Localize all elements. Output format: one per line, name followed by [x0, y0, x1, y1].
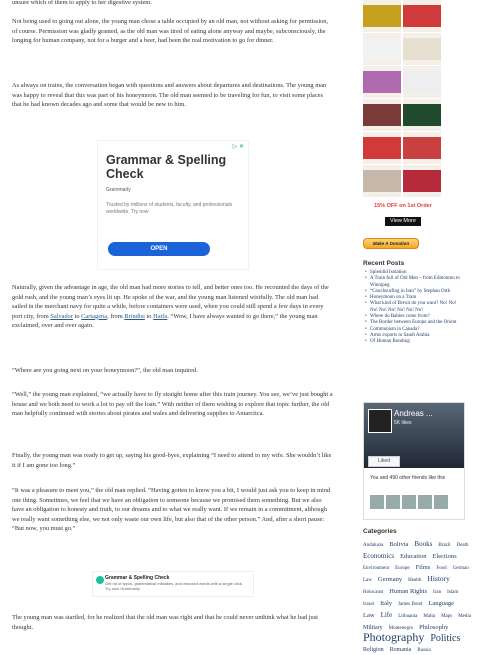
paragraph: Finally, the young man was ready to get up, saying his good-byes, explaining “I need to attend to my wife. She wouldn’t like it if I am gone too long.”: [12, 452, 332, 469]
category-link[interactable]: Bolivia: [389, 541, 409, 548]
product-image[interactable]: [363, 132, 401, 164]
category-link[interactable]: Iran: [433, 590, 442, 595]
category-link[interactable]: Human Rights: [389, 588, 428, 595]
category-link[interactable]: Death: [456, 543, 469, 548]
category-link[interactable]: Holocaust: [363, 590, 384, 595]
category-link[interactable]: Malta: [423, 614, 436, 619]
category-link[interactable]: Films: [415, 564, 431, 571]
facebook-friends-text: You and 490 other friends like this: [370, 475, 446, 481]
recent-posts-heading: Recent Posts: [363, 260, 405, 267]
recent-posts-list: [363, 270, 463, 346]
product-image[interactable]: [363, 33, 401, 65]
category-link[interactable]: History: [427, 574, 450, 583]
paragraph: Not being used to going out alone, the young man chose a table occupied by an old man, not without asking for permission, of course. Permission was gladly granted, as the old man was tired of eating alone anyway and maybe, subconsciously, the longing for human company, not for a burger and a beer, had been the real motivation to go for dinner.: [12, 18, 329, 45]
category-link[interactable]: Andalusia: [363, 543, 384, 548]
product-image[interactable]: [363, 99, 401, 131]
grammarly-logo-icon: [96, 576, 104, 584]
paragraph: The young man was startled, for he realized that the old man was right and that he could never unthink what he had just thought.: [12, 614, 318, 631]
ad-body: Trusted by millions of students, faculty, and professionals worldwide. Try now: [106, 201, 233, 215]
paragraph: “It was a pleasure to meet you,” the old man replied. “Having gotten to know you a bit, I would just ask you to keep in mind one thing. Sometimes, we feel that we have an obligation to someone because we promised them something. But we also have an obligation to honesty and truth, to our dreams and to what we really want. If we remain in a commitment, although we really want something else, we not only waste our own life, but also that of the other person.” And, after a short pause: “But now, you must go.”: [12, 487, 331, 533]
category-link[interactable]: Environment: [363, 566, 390, 571]
paragraph: Naturally, given the advantage in age, the old man had more stories to tell, and better ones too. He recounted the days of the gold rush, and the young man’s eyes lit up. He spoke of the war, and the young man listened wistfully. The old man had sailed in the merchant navy for quite a while, before containers were used, when you could still spend a few days in every port city, from Salvador to Cartagena, from Brindisi to Haifa. “Wow, I have always wanted to go there,” the young man exclaimed, over and over again.: [12, 284, 329, 330]
category-link[interactable]: Israel: [363, 602, 375, 607]
link-brindisi[interactable]: Brindisi: [124, 312, 145, 320]
categories-heading: Categories: [363, 528, 397, 535]
facebook-widget[interactable]: [363, 402, 465, 520]
category-link[interactable]: Italy: [380, 600, 393, 607]
friend-avatar: [386, 495, 400, 509]
link-cartagena[interactable]: Cartagena: [81, 312, 108, 320]
category-link[interactable]: Health: [408, 578, 422, 583]
product-image[interactable]: [363, 165, 401, 197]
ad-body: Get rid of typos, grammatical mistakes, and misused words with a single click. Try now Grammarly: [105, 581, 243, 591]
facebook-like-button[interactable]: Liked: [368, 456, 400, 467]
link-haifa[interactable]: Haifa: [153, 312, 168, 320]
category-link[interactable]: Religion: [363, 647, 384, 653]
friend-avatar: [370, 495, 384, 509]
view-more-button[interactable]: View More: [385, 217, 421, 226]
category-link[interactable]: Germany: [377, 576, 403, 583]
avatar: [368, 409, 392, 433]
product-image[interactable]: [403, 99, 441, 131]
category-link[interactable]: Education: [400, 553, 427, 560]
recent-post-link[interactable]: • Honeymoon on a Train: [363, 295, 463, 301]
category-link[interactable]: Elections: [432, 553, 457, 560]
category-link[interactable]: Photography: [363, 630, 425, 644]
category-link[interactable]: Islam: [447, 590, 459, 595]
category-link[interactable]: Russia: [417, 648, 431, 653]
ad-open-button[interactable]: OPEN: [108, 242, 210, 256]
ad-title: Grammar & Spelling Check: [105, 575, 170, 581]
category-link[interactable]: Economics: [363, 552, 395, 560]
category-link[interactable]: Brazil: [438, 543, 451, 548]
product-image[interactable]: [403, 0, 441, 32]
category-link[interactable]: Language: [428, 600, 454, 607]
promo-offer: 15% OFF on 1st Order: [374, 203, 432, 209]
category-link[interactable]: Montenegro: [388, 626, 414, 631]
facebook-likes-count: 5K likes: [394, 420, 412, 426]
friend-avatar: [434, 495, 448, 509]
recent-post-link[interactable]: • Communism in Canada?: [363, 327, 463, 333]
category-link[interactable]: Law: [363, 612, 375, 619]
recent-post-link[interactable]: • A Train full of Old Men – from Edmonton to Winnipeg: [363, 276, 463, 289]
recent-post-link[interactable]: • The Border between Europe and the Orient: [363, 320, 463, 326]
shop-promo[interactable]: [363, 201, 443, 223]
categories-cloud: [363, 538, 473, 655]
recent-post-link[interactable]: • Where do Babies come from?: [363, 314, 463, 320]
recent-post-link[interactable]: • Of Human Bonding: [363, 339, 463, 345]
category-link[interactable]: Lithuania: [398, 614, 418, 619]
category-link[interactable]: Media: [458, 614, 471, 619]
grammarly-banner-ad[interactable]: [92, 571, 254, 597]
category-link[interactable]: Military: [363, 625, 383, 631]
recent-post-link[interactable]: • “Couchsurfing in Iran” by Stephan Orth: [363, 289, 463, 295]
category-link[interactable]: Politics: [430, 633, 461, 644]
recent-post-link[interactable]: • Arms exports to Saudi Arabia: [363, 333, 463, 339]
friend-avatar: [402, 495, 416, 509]
grammarly-ad[interactable]: [97, 140, 249, 270]
product-image[interactable]: [403, 165, 441, 197]
product-image[interactable]: [363, 66, 401, 98]
paragraph: “Well,” the young man explained, “we actually have to fly straight home after this train journey. You see, we’ve just bought a house and we both need to work a lot to pay off the loan.” With neither of them wishing to explore that topic further, the old man helpfully continued with stories about pirates and wales and delivering supplies to Antarctica.: [12, 391, 333, 418]
paragraph: unsure which of them to apply to her digestive system.: [12, 0, 152, 6]
category-link[interactable]: German Law: [363, 566, 469, 583]
category-link[interactable]: Life: [380, 611, 393, 619]
category-link[interactable]: Food: [436, 566, 447, 571]
product-image[interactable]: [403, 132, 441, 164]
category-link[interactable]: James Bond: [398, 602, 423, 607]
product-image[interactable]: [403, 66, 441, 98]
paragraph: “Where are you going next on your honeymoon?”, the old man inquired.: [12, 367, 198, 374]
paragraph: As always on trains, the conversation began with questions and answers about departures and destinations. The young man was happy to reveal that this was part of his honeymoon. The old man seemed to be traveling for fun, to visit some places that he had known decades ago and some that would be new to him.: [12, 82, 327, 109]
category-link[interactable]: Books: [414, 540, 433, 548]
donate-button[interactable]: Make A Donation: [363, 238, 419, 249]
ad-title: Grammar & Spelling Check: [106, 153, 227, 181]
category-link[interactable]: Maps: [441, 614, 453, 619]
product-image[interactable]: [363, 0, 401, 32]
category-link[interactable]: Philosophy: [419, 624, 449, 631]
adchoices-icon[interactable]: ▷ ✕: [232, 144, 244, 150]
ad-brand: Grammarly: [106, 187, 131, 193]
link-salvador[interactable]: Salvador: [50, 312, 73, 320]
category-link[interactable]: Europe: [395, 566, 410, 571]
recent-post-link[interactable]: • What kind of Brexit do you want? No! No! No! No! No! No! No! No!: [363, 301, 463, 314]
product-image[interactable]: [403, 33, 441, 65]
recent-post-link[interactable]: • Splendid Isolation: [363, 270, 463, 276]
friend-avatar: [418, 495, 432, 509]
category-link[interactable]: Romania: [389, 647, 412, 653]
facebook-page-name[interactable]: Andreas ...: [394, 409, 433, 418]
